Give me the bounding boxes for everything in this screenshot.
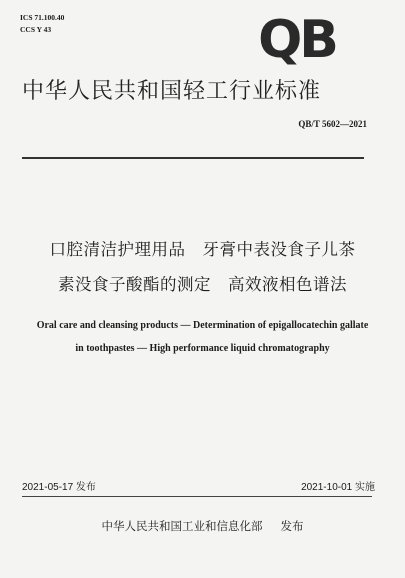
qb-logo-icon [258,10,336,70]
issue-date: 2021-05-17 发布 [22,482,96,493]
english-title-line-1: Oral care and cleansing products — Determination of epigallocatechin gallate [36,320,369,331]
issuing-authority [0,518,405,534]
chinese-title-line-1: 口腔清洁护理用品 牙膏中表没食子儿茶 [49,240,356,259]
ccs-code: CCS Y 43 [20,25,52,34]
industry-standard-title: 中华人民共和国轻工行业标准 [22,79,322,104]
chinese-title-line-2: 素没食子酸酯的测定 高效液相色谱法 [58,275,347,294]
classification-codes [20,12,64,36]
standard-number: QB/T 5602—2021 [298,119,367,129]
english-title-line-2: in toothpastes — High performance liquid chromatography [75,343,330,354]
qb-logo [258,10,336,70]
header-divider [22,157,364,159]
ics-code: ICS 71.100.40 [20,13,65,22]
issuer-action: 发布 [280,519,304,533]
footer-divider [22,496,372,497]
implementation-date: 2021-10-01 实施 [301,482,375,493]
logo-text: QB [258,10,336,70]
issuer-name: 中华人民共和国工业和信息化部 [101,519,263,533]
